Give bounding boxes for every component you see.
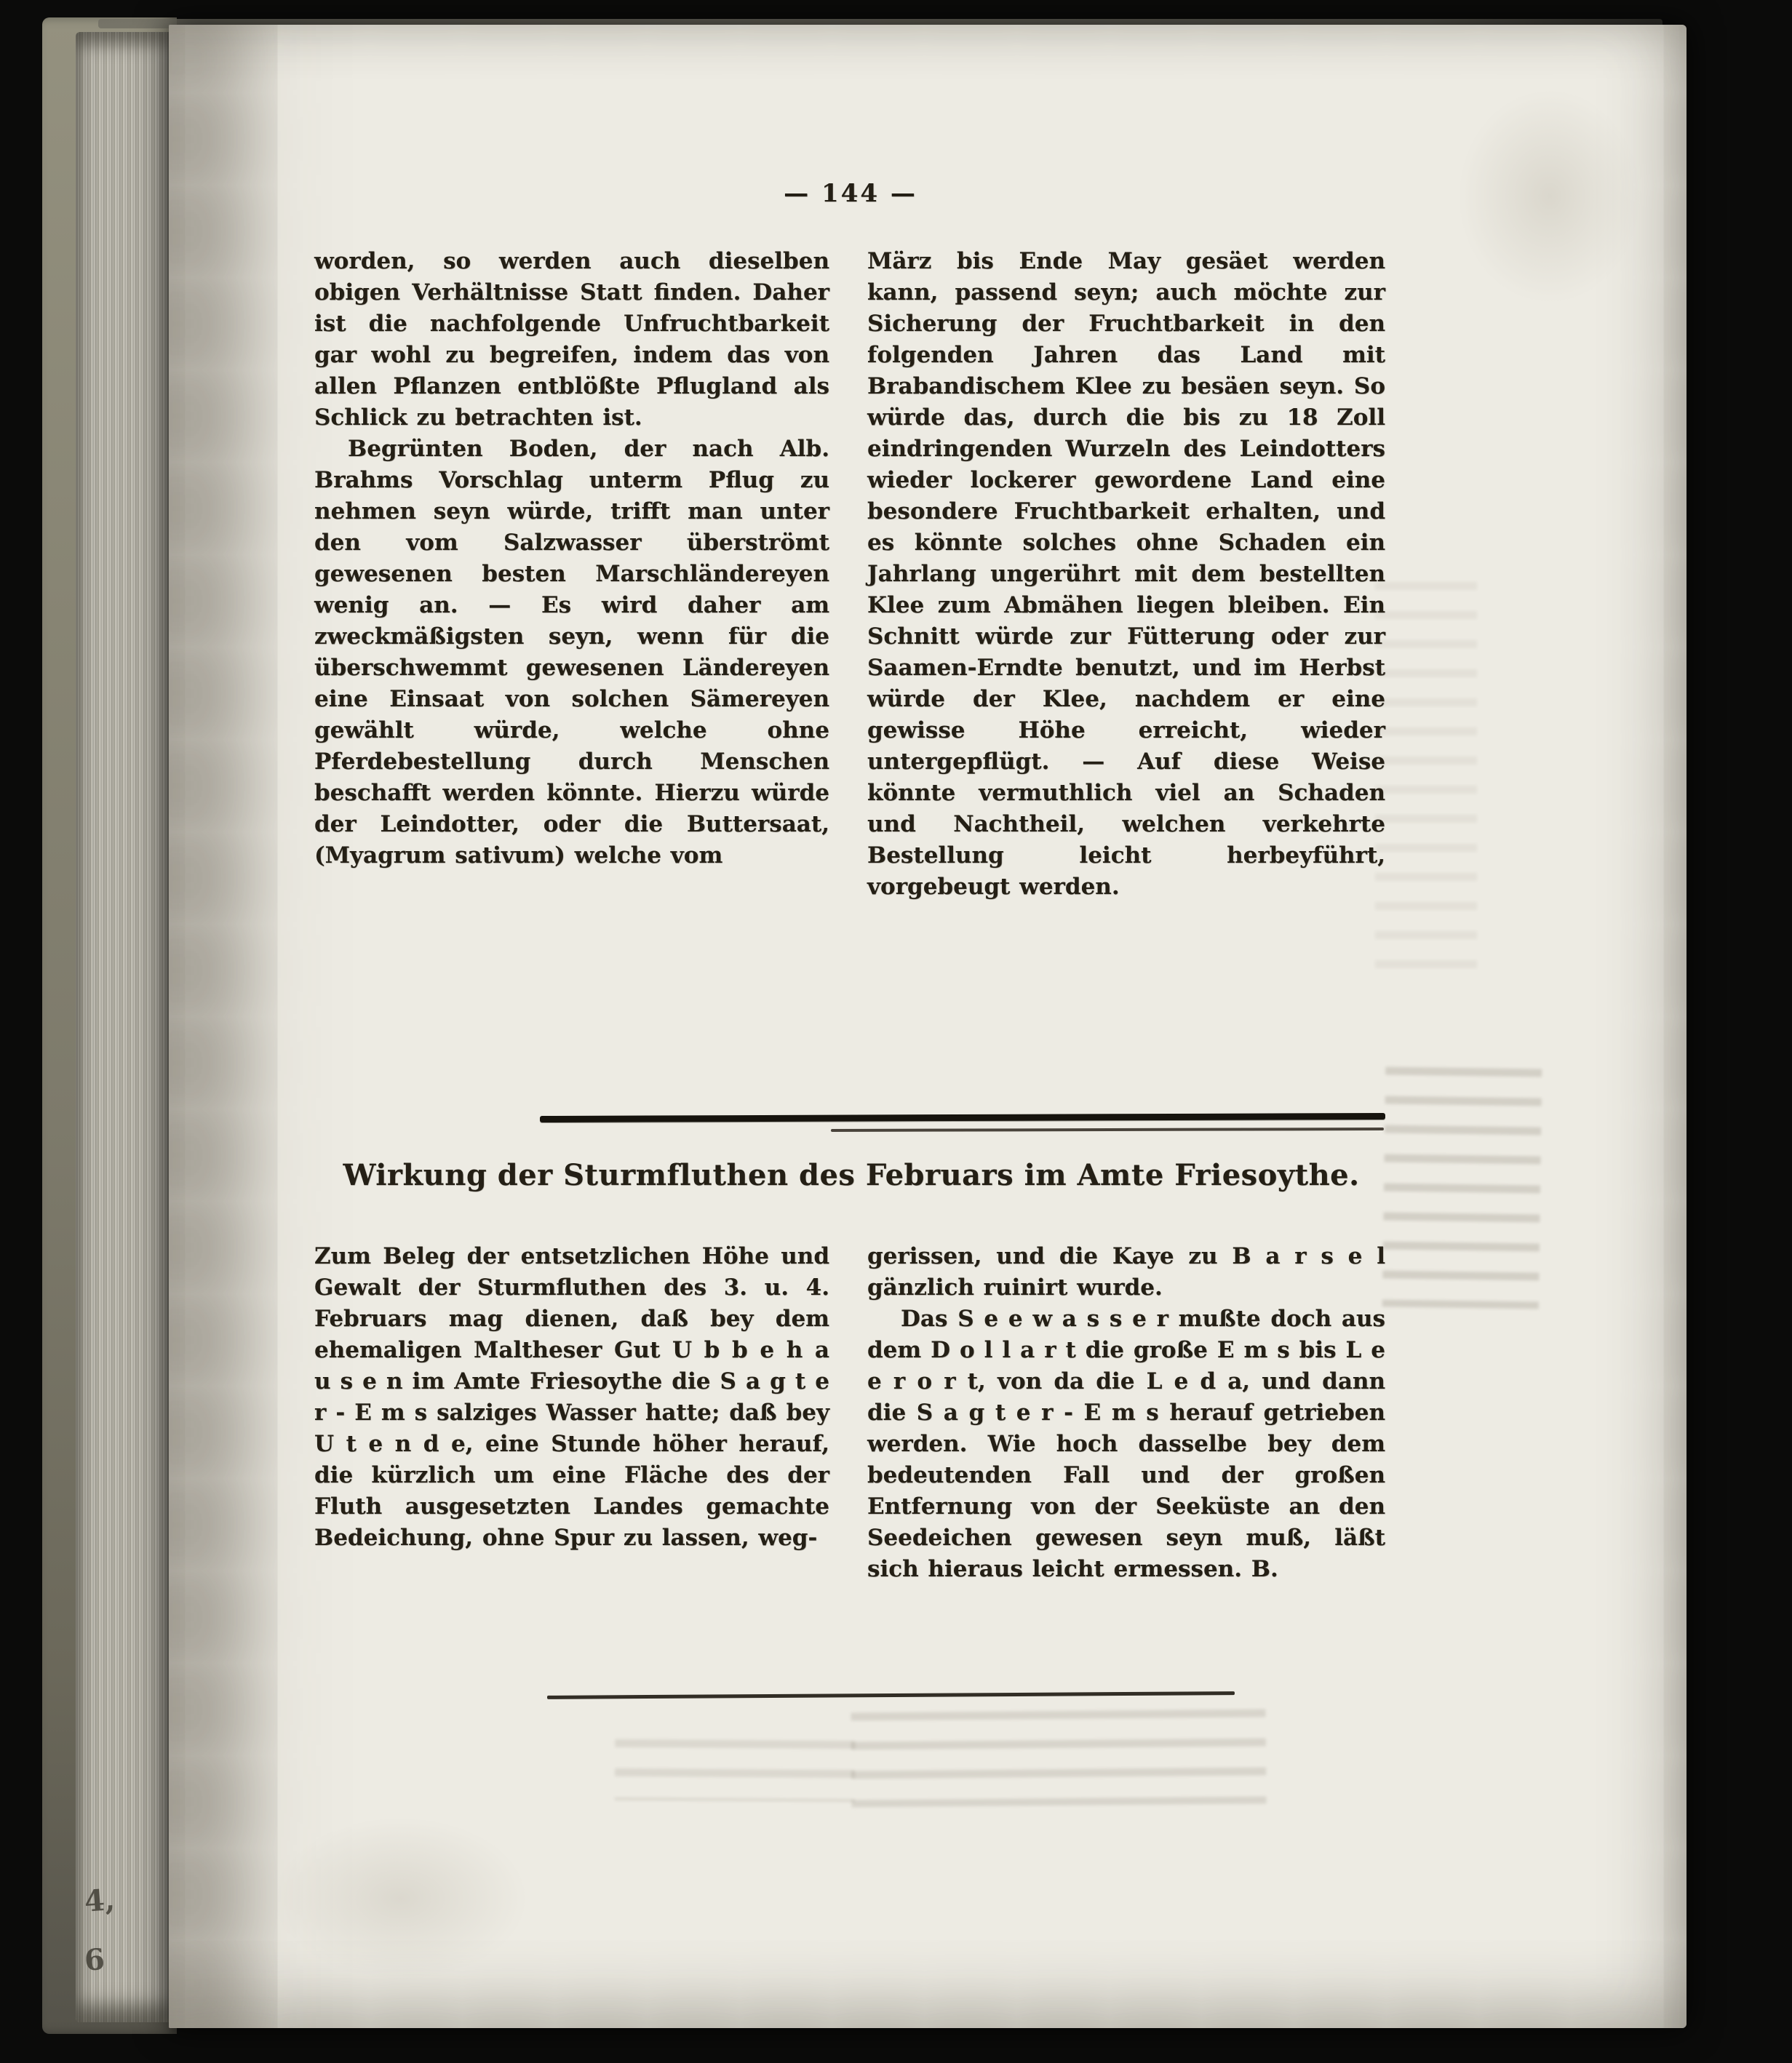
article1-right-column <box>867 246 1385 903</box>
article-heading: Wirkung der Sturmfluthen des Februars im Amte Friesoythe. <box>343 1158 1360 1192</box>
paragraph: Zum Beleg der entsetzlichen Höhe und Gewalt der Sturmfluthen des 3. u. 4. Februars mag dienen, daß bey dem ehemaligen Maltheser Gut U b b e h a u s e n im Amte Friesoythe die S a g t e r - E m s salziges Wasser hatte; daß bey U t e n d e, eine Stunde höher herauf, die kürzlich um eine Fläche des der Fluth ausgesetzten Landes gemachte Bedeichung, ohne Spur zu lassen, weg- <box>314 1243 829 1551</box>
article1-left-column <box>314 246 829 871</box>
paper-stain <box>218 1782 582 2015</box>
paper-stain <box>1419 44 1681 349</box>
paragraph: März bis Ende May gesäet werden kann, passend seyn; auch möchte zur Sicherung der Fruchtbarkeit in den folgenden Jahren das Land mit Brabandischem Klee zu besäen seyn. So würde das, durch die bis zu 18 Zoll eindringenden Wurzeln des Leindotters wieder lockerer gewordene Land eine besondere Fruchtbarkeit erhalten, und es könnte solches ohne Schaden ein Jahrlang ungerührt mit dem bestellten Klee zum Abmähen liegen bleiben. Ein Schnitt würde zur Fütterung oder zur Saamen-Erndte benutzt, und im Herbst würde der Klee, nachdem er eine gewisse Höhe erreicht, wieder untergepflügt. — Auf diese Weise könnte vermuthlich viel an Schaden und Nachtheil, welchen verkehrte Bestellung leicht herbeyführt, vorgebeugt werden. <box>867 248 1385 900</box>
article2-right-column <box>867 1241 1385 1585</box>
paragraph: Das S e e w a s s e r mußte doch aus dem D o l l a r t die große E m s bis L e e r o r t, von da die L e d a, und dann die S a g t e r - E m s herauf getrieben werden. Wie hoch dasselbe bey dem bedeutenden Fall und der großen Entfernung von der Seeküste an den Seedeichen gewesen seyn muß, läßt sich hieraus leicht ermessen. B. <box>867 1306 1385 1582</box>
paragraph: Begrünten Boden, der nach Alb. Brahms Vorschlag unterm Pflug zu nehmen seyn würde, trifft man unter den vom Salzwasser überströmt gewesenen besten Marschländereyen wenig an. — Es wird daher am zweckmäßigsten seyn, wenn für die überschwemmt gewesenen Ländereyen eine Einsaat von solchen Sämereyen gewählt würde, welche ohne Pferdebestellung durch Menschen beschafft werden könnte. Hierzu würde der Leindotter, oder die Buttersaat, (Myagrum sativum) welche vom <box>314 436 829 869</box>
paragraph: worden, so werden auch dieselben obigen Verhältnisse Statt finden. Daher ist die nachfolgende Unfruchtbarkeit gar wohl zu begreifen, indem das von allen Pflanzen entblößte Pflugland als Schlick zu betrachten ist. <box>314 248 829 431</box>
page-edges <box>76 32 175 2022</box>
margin-mark: 6 <box>83 1942 106 1978</box>
page-number: — 144 — <box>784 179 917 208</box>
paragraph: gerissen, und die Kaye zu B a r s e l gänzlich ruinirt wurde. <box>867 1243 1385 1301</box>
article2-left-column <box>314 1241 829 1554</box>
margin-marks <box>84 1883 143 2000</box>
margin-mark: 4, <box>83 1882 116 1919</box>
